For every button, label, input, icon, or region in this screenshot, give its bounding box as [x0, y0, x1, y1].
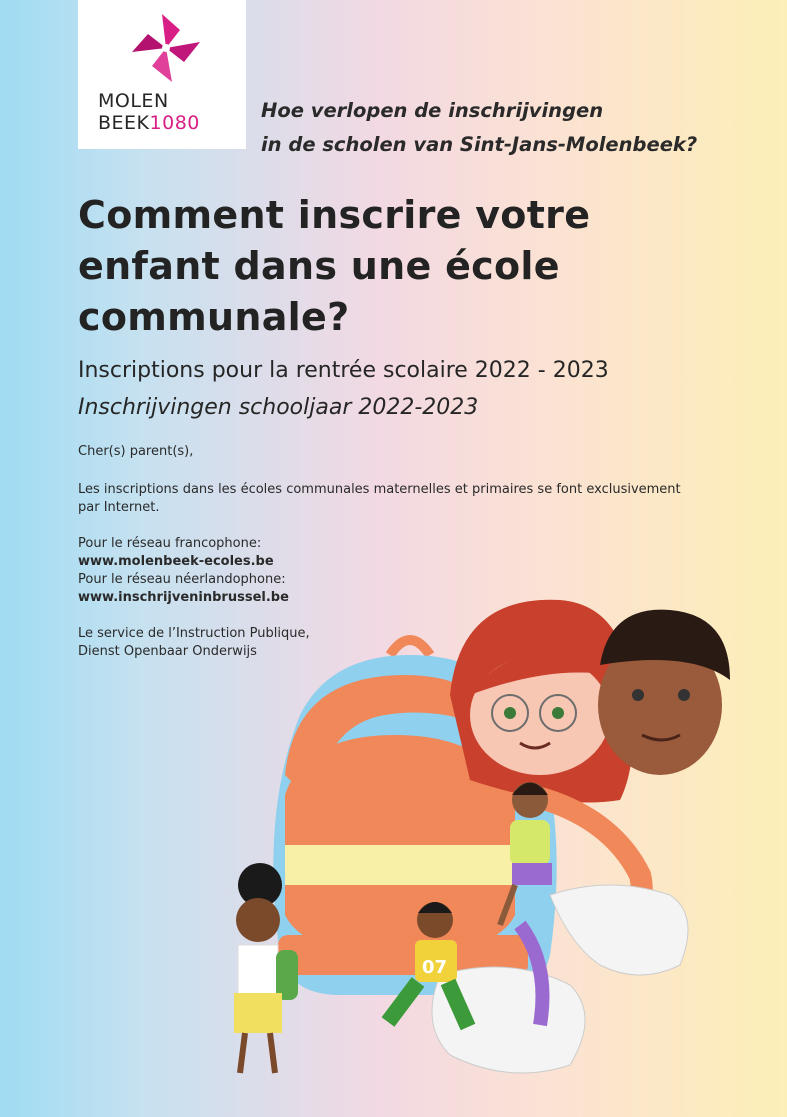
logo-wordmark: [98, 90, 200, 134]
heading-dutch: Inschrijvingen schooljaar 2022-2023: [78, 395, 479, 420]
greeting: Cher(s) parent(s),: [78, 444, 194, 459]
boy-curly-hair-icon: [598, 610, 730, 775]
dutch-subtitle-line2: in de scholen van Sint-Jans-Molenbeek?: [261, 133, 698, 156]
signature-line1: Le service de l’Instruction Publique,: [78, 626, 310, 641]
fr-network-link[interactable]: www.molenbeek-ecoles.be: [78, 554, 274, 569]
page-title: [78, 190, 590, 343]
title-line1: Comment inscrire votre: [78, 193, 591, 237]
logo-line2: [98, 112, 200, 134]
molenbeek-logo: [78, 0, 246, 149]
children-backpack-illustration: [190, 595, 750, 1095]
logo-beek: BEEK: [98, 112, 150, 134]
dutch-subtitle: [261, 94, 697, 162]
nl-network-link[interactable]: www.inschrijveninbrussel.be: [78, 590, 289, 605]
fr-network-label: Pour le réseau francophone:: [78, 536, 262, 551]
nl-network-label: Pour le réseau néerlandophone:: [78, 572, 286, 587]
logo-line1: MOLEN: [98, 90, 169, 112]
title-line3: communale?: [78, 295, 350, 339]
intro-line2: par Internet.: [78, 500, 160, 515]
jersey-number: 07: [422, 957, 448, 978]
title-line2: enfant dans une école: [78, 244, 560, 288]
pinwheel-icon: [126, 8, 206, 90]
signature-line2: Dienst Openbaar Onderwijs: [78, 644, 257, 659]
dutch-subtitle-line1: Hoe verlopen de inschrijvingen: [261, 99, 604, 122]
intro-line1: Les inscriptions dans les écoles communales maternelles et primaires se font exclusivement: [78, 482, 681, 497]
logo-1080: 1080: [149, 112, 200, 134]
heading-french: Inscriptions pour la rentrée scolaire 2022 - 2023: [78, 358, 609, 383]
